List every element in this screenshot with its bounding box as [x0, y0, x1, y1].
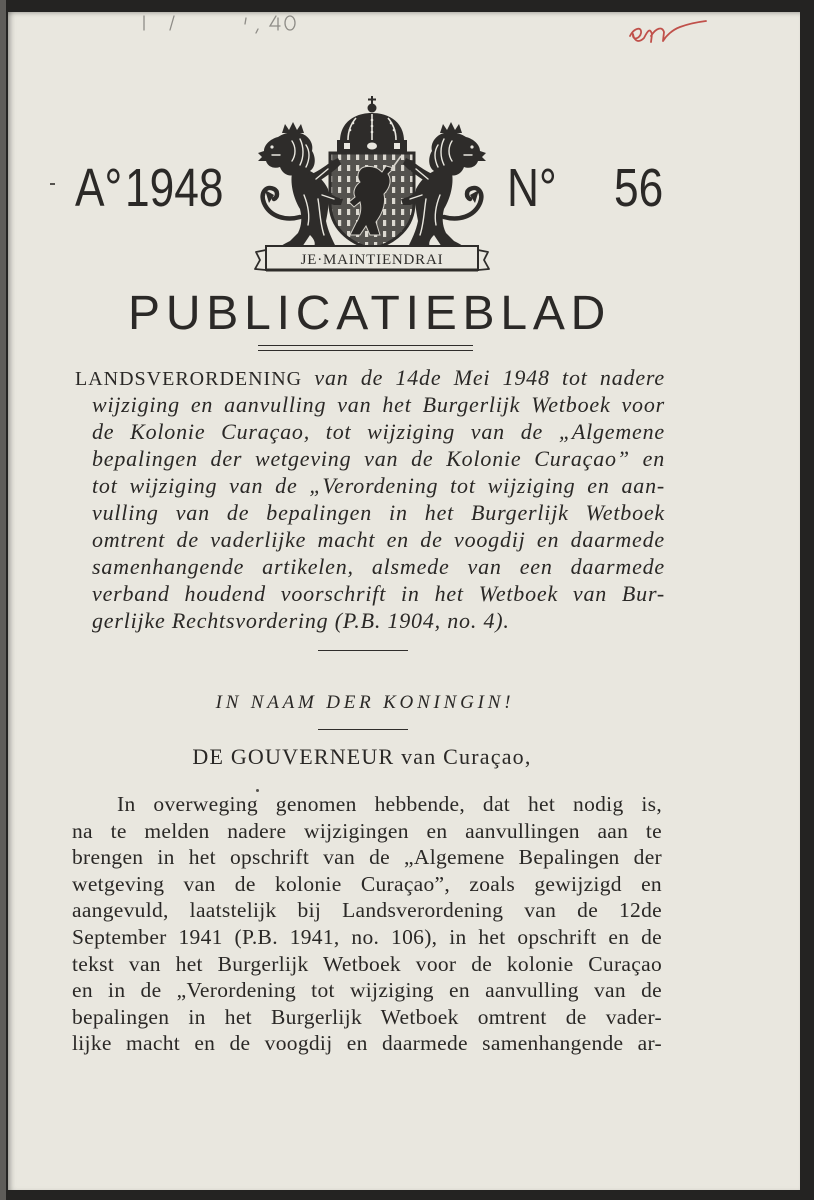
body-line: brengen in het opschrift van de „Algemene Bepalingen der — [72, 845, 662, 870]
pencil-annotation — [130, 12, 320, 38]
body-line: lijke macht en de voogdij en daarmede samenhangende ar- — [72, 1031, 662, 1056]
shield — [330, 153, 414, 249]
heading-first-line: van de 14de Mei 1948 tot nadere — [314, 365, 665, 390]
body-line: In overweging genomen hebbende, dat het nodig is, — [117, 792, 662, 816]
section-rule — [318, 650, 408, 651]
page-title: PUBLICATIEBLAD — [128, 287, 612, 340]
body-line: na te melden nadere wijzigingen en aanvullingen aan te — [72, 818, 662, 843]
body-line: bepalingen in het Burgerlijk Wetboek omtrent de vader- — [72, 1004, 662, 1029]
body-line: wetgeving van de kolonie Curaçao”, zoals gewijzigd en — [72, 871, 662, 896]
heading-line: verband houdend voorschrift in het Wetboek van Bur- — [92, 581, 665, 606]
heading-line: omtrent de vaderlijke macht en de voogdij en daarmede — [92, 527, 665, 552]
scan-left-edge — [0, 0, 6, 1200]
heading-line: tot wijziging van de „Verordening tot wijziging en aan- — [92, 473, 665, 498]
invocation: IN NAAM DER KONINGIN! — [215, 692, 515, 713]
issuer-title: DE GOUVERNEUR — [192, 744, 395, 769]
heading-line: de Kolonie Curaçao, tot wijziging van de „Algemene — [92, 419, 665, 444]
issuer-place: van Curaçao, — [401, 744, 532, 769]
body-line: en in de „Verordening tot wijziging en aanvulling van de — [72, 978, 662, 1003]
motto-banner — [255, 246, 489, 270]
issuer — [162, 743, 562, 771]
body-line: aangevuld, laatstelijk bij Landsverordening van de 12de — [72, 898, 662, 923]
issue-number: 56 — [614, 158, 664, 218]
crown — [337, 96, 407, 152]
section-rule — [318, 729, 408, 730]
body-paragraph — [72, 791, 662, 1057]
ordinance-heading — [75, 364, 665, 634]
heading-line — [75, 364, 665, 391]
body-line: September 1941 (P.B. 1941, no. 106), in het opschrift en de — [72, 924, 662, 949]
year-label: A° — [75, 158, 123, 218]
title-double-rule — [258, 345, 473, 351]
scan-speck — [50, 183, 55, 185]
motto-text: JE·MAINTIENDRAI — [300, 252, 444, 268]
coat-of-arms — [252, 95, 492, 275]
number-label: N° — [507, 158, 557, 218]
year: 1948 — [125, 158, 224, 218]
body-line: tekst van het Burgerlijk Wetboek voor de kolonie Curaçao — [72, 951, 662, 976]
red-handwritten-mark — [626, 14, 710, 48]
heading-lead: LANDSVERORDENING — [75, 368, 303, 390]
heading-line: vulling van de bepalingen in het Burgerlijk Wetboek — [92, 500, 665, 525]
heading-line: bepalingen der wetgeving van de Kolonie Curaçao” en — [92, 446, 665, 471]
heading-line: wijziging en aanvulling van het Burgerlijk Wetboek voor — [92, 392, 665, 417]
heading-line: samenhangende artikelen, alsmede van een daarmede — [92, 554, 665, 579]
heading-line: gerlijke Rechtsvordering (P.B. 1904, no. 4). — [92, 608, 510, 633]
